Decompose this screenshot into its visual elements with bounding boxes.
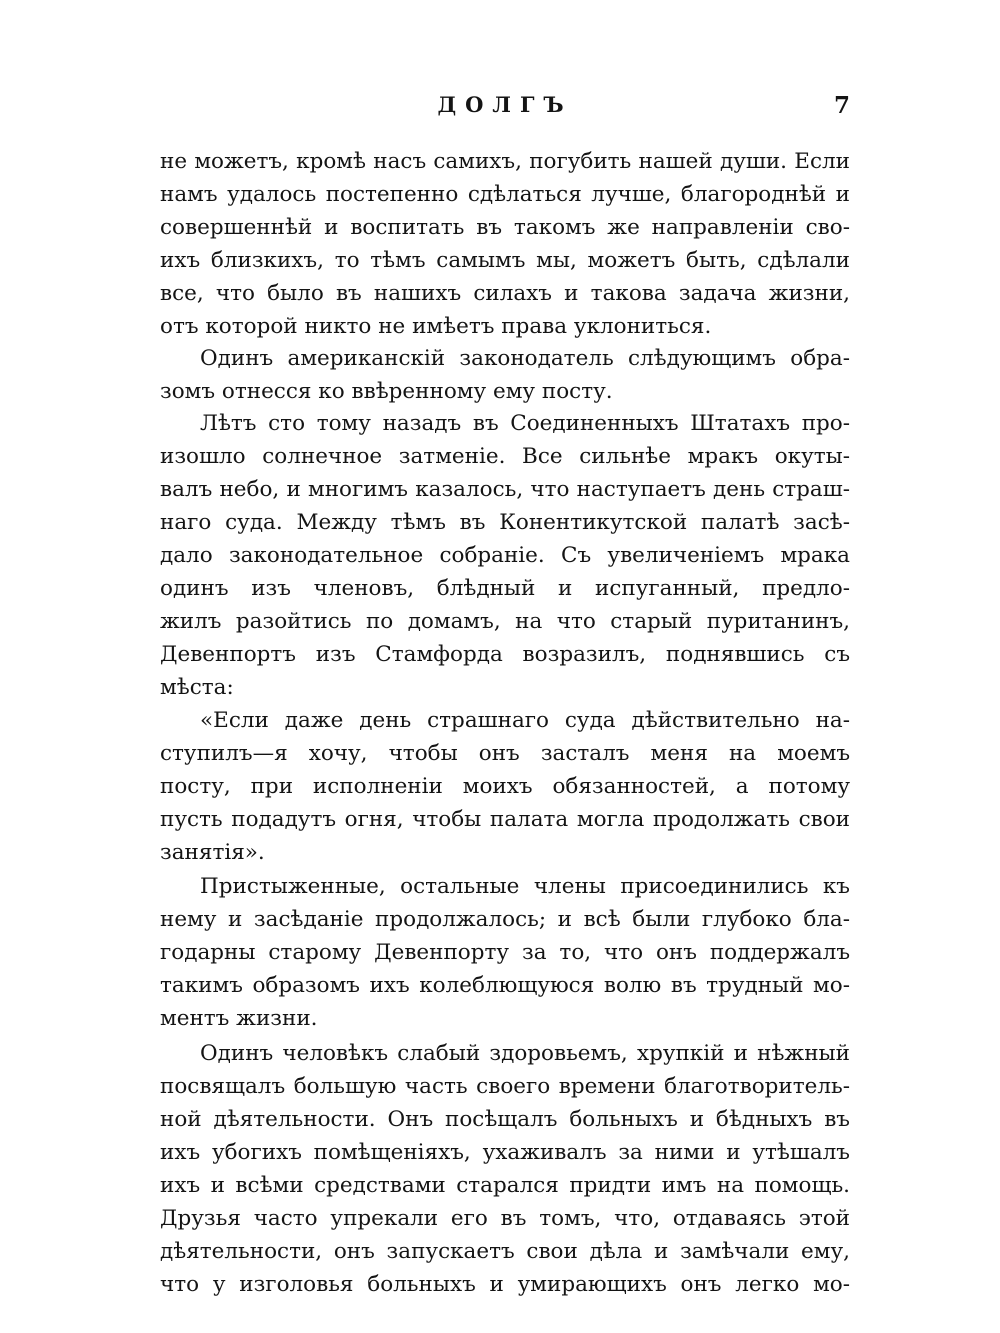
page-header — [160, 92, 850, 122]
text-line: отъ которой никто не имѣетъ права уклониться. — [160, 314, 712, 339]
text-line: ной дѣятельности. Онъ посѣщалъ больныхъ и бѣдныхъ въ — [160, 1107, 850, 1132]
text-line: Девенпортъ изъ Стамфорда возразилъ, поднявшись съ — [160, 642, 850, 667]
text-line: валъ небо, и многимъ казалось, что наступаетъ день страш- — [160, 477, 850, 502]
text-line: Одинъ американскій законодатель слѣдующимъ обра- — [200, 346, 850, 371]
text-line: жилъ разойтись по домамъ, на что старый пуританинъ, — [160, 609, 850, 634]
text-line: Лѣтъ сто тому назадъ въ Соединенныхъ Штатахъ про- — [200, 411, 850, 436]
running-title: ДОЛГЪ — [437, 92, 573, 117]
text-line: ихъ убогихъ помѣщеніяхъ, ухаживалъ за ними и утѣшалъ — [160, 1140, 850, 1165]
text-line: Друзья часто упрекали его въ томъ, что, отдаваясь этой — [160, 1206, 850, 1231]
text-line: одинъ изъ членовъ, блѣдный и испуганный, предло- — [160, 576, 850, 601]
text-line: нему и засѣданіе продолжалось; и всѣ были глубоко бла- — [160, 907, 850, 932]
text-line: Одинъ человѣкъ слабый здоровьемъ, хрупкій и нѣжный — [200, 1041, 850, 1066]
text-line: не можетъ, кромѣ насъ самихъ, погубить нашей души. Если — [160, 149, 850, 174]
text-line: наго суда. Между тѣмъ въ Конентикутской палатѣ засѣ- — [160, 510, 850, 535]
text-line: что у изголовья больныхъ и умирающихъ онъ легко мо- — [160, 1272, 850, 1297]
text-line: ихъ и всѣми средствами старался придти имъ на помощь. — [160, 1173, 850, 1198]
quote-line: пусть подадутъ огня, чтобы палата могла продолжать свои — [160, 807, 850, 832]
text-line: совершеннѣй и воспитать въ такомъ же направленіи сво- — [160, 215, 850, 240]
text-line: намъ удалось постепенно сдѣлаться лучше, благороднѣй и — [160, 182, 850, 207]
text-line: ихъ близкихъ, то тѣмъ самымъ мы, можетъ быть, сдѣлали — [160, 248, 850, 273]
page-number: 7 — [833, 92, 850, 119]
text-line: посвящалъ большую часть своего времени благотворитель- — [160, 1074, 850, 1099]
text-line: дѣятельности, онъ запускаетъ свои дѣла и замѣчали ему, — [160, 1239, 850, 1264]
text-line: ментъ жизни. — [160, 1006, 318, 1031]
text-line: Пристыженные, остальные члены присоединились къ — [200, 874, 850, 899]
quote-line: занятія». — [160, 840, 265, 865]
quote-line: «Если даже день страшнаго суда дѣйствительно на- — [200, 708, 850, 733]
quote-line: ступилъ—я хочу, чтобы онъ засталъ меня на моемъ — [160, 741, 850, 766]
text-line: дало законодательное собраніе. Съ увеличеніемъ мрака — [160, 543, 850, 568]
text-line: годарны старому Девенпорту за то, что онъ поддержалъ — [160, 940, 850, 965]
text-line: такимъ образомъ ихъ колеблющуюся волю въ трудный мо- — [160, 973, 850, 998]
text-line: зомъ отнесся ко ввѣренному ему посту. — [160, 379, 613, 404]
text-line: все, что было въ нашихъ силахъ и такова задача жизни, — [160, 281, 850, 306]
text-line: мѣста: — [160, 675, 234, 700]
quote-line: посту, при исполненіи моихъ обязанностей, а потому — [160, 774, 850, 799]
text-line: изошло солнечное затменіе. Все сильнѣе мракъ окуты- — [160, 444, 850, 469]
